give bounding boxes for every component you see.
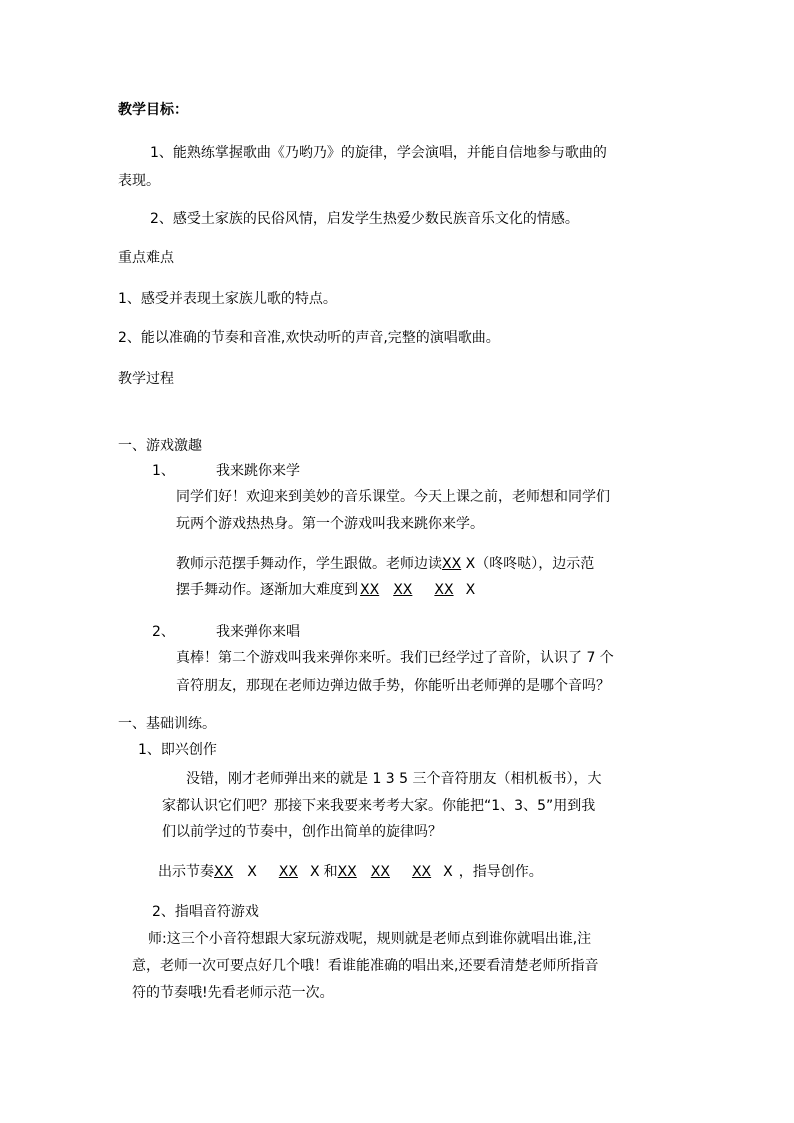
s1-item-1-heading xyxy=(152,461,300,481)
rhythm-xx: XX xyxy=(434,582,454,598)
heading-process: 教学过程 xyxy=(118,371,174,387)
goal-2: 2、感受土家族的民俗风情，启发学生热爱少数民族音乐文化的情感。 xyxy=(150,211,579,227)
s2-item-2-heading: 2、指唱音符游戏 xyxy=(152,904,259,920)
text-run: X（咚咚哒），边示范 xyxy=(461,556,595,572)
s2-item-1-para-line-3: 们以前学过的节奏中，创作出简单的旋律吗？ xyxy=(162,824,442,840)
key-point-2: 2、能以准确的节奏和音准,欢快动听的声音,完整的演唱歌曲。 xyxy=(118,330,500,346)
s1-item-1-para-2-line-2 xyxy=(176,580,475,600)
s1-item-1-para-1-line-2: 玩两个游戏热热身。第一个游戏叫我来跳你来学。 xyxy=(176,516,484,532)
rhythm-xx: XX xyxy=(393,582,413,598)
rhythm-x: X xyxy=(309,864,320,880)
s1-item-1-para-2-line-1 xyxy=(176,554,594,574)
s1-item-2-number: 2、 xyxy=(152,624,175,640)
s1-item-1-title: 我来跳你来学 xyxy=(216,463,300,479)
goal-1-line-1: 1、能熟练掌握歌曲《乃哟乃》的旋律，学会演唱，并能自信地参与歌曲的 xyxy=(150,145,607,161)
heading-key-points: 重点难点 xyxy=(118,250,174,266)
s1-item-1-number: 1、 xyxy=(152,463,175,479)
s2-item-2-para-line-2: 意，老师一次可要点好几个哦！看谁能准确的唱出来,还要看清楚老师所指音 xyxy=(132,958,599,974)
section-2-title: 一、基础训练。 xyxy=(118,716,216,732)
rhythm-xx: XX xyxy=(442,556,462,572)
s2-item-2-para-line-3: 符的节奏哦!先看老师示范一次。 xyxy=(132,985,334,1001)
text-run: 和 xyxy=(323,864,338,880)
s2-item-1-heading: 1、即兴创作 xyxy=(138,742,217,758)
rhythm-x: X xyxy=(247,864,257,880)
text-run: ，指导创作。 xyxy=(458,864,543,880)
key-point-1: 1、感受并表现土家族儿歌的特点。 xyxy=(118,291,337,307)
rhythm-xx: XX xyxy=(411,864,432,880)
s2-item-2-para-line-1: 师:这三个小音符想跟大家玩游戏呢，规则就是老师点到谁你就唱出谁,注 xyxy=(148,931,592,947)
rhythm-x: X xyxy=(465,582,476,598)
s1-item-2-title: 我来弹你来唱 xyxy=(216,624,300,640)
s1-item-2-para-line-2: 音符朋友，那现在老师边弹边做手势，你能听出老师弹的是哪个音吗？ xyxy=(176,678,610,694)
text-run: 教师示范摆手舞动作，学生跟做。老师边读 xyxy=(176,556,442,572)
rhythm-xx: XX xyxy=(278,864,298,880)
goal-1-line-2: 表现。 xyxy=(118,173,160,189)
s1-item-2-para-line-1: 真棒！第二个游戏叫我来弹你来听。我们已经学过了音阶，认识了 7 个 xyxy=(176,650,614,666)
rhythm-line xyxy=(158,862,543,882)
heading-goals: 教学目标： xyxy=(118,102,188,118)
s2-item-1-para-line-1: 没错，刚才老师弹出来的就是 1 3 5 三个音符朋友（相机板书），大 xyxy=(186,771,602,787)
text-run: 摆手舞动作。逐渐加大难度到 xyxy=(176,582,358,598)
s1-item-1-para-1-line-1: 同学们好！欢迎来到美妙的音乐课堂。今天上课之前，老师想和同学们 xyxy=(176,489,610,505)
rhythm-xx: XX xyxy=(370,864,390,880)
rhythm-x: X xyxy=(443,864,453,880)
rhythm-xx: XX xyxy=(214,864,234,880)
s2-item-1-para-line-2: 家都认识它们吧？那接下来我要来考考大家。你能把“1、3、5”用到我 xyxy=(162,798,596,814)
rhythm-xx: XX xyxy=(360,582,380,598)
s1-item-2-heading xyxy=(152,622,300,642)
rhythm-xx: XX xyxy=(337,864,357,880)
section-1-title: 一、游戏激趣 xyxy=(118,438,202,454)
text-run: 出示节奏 xyxy=(158,864,214,880)
